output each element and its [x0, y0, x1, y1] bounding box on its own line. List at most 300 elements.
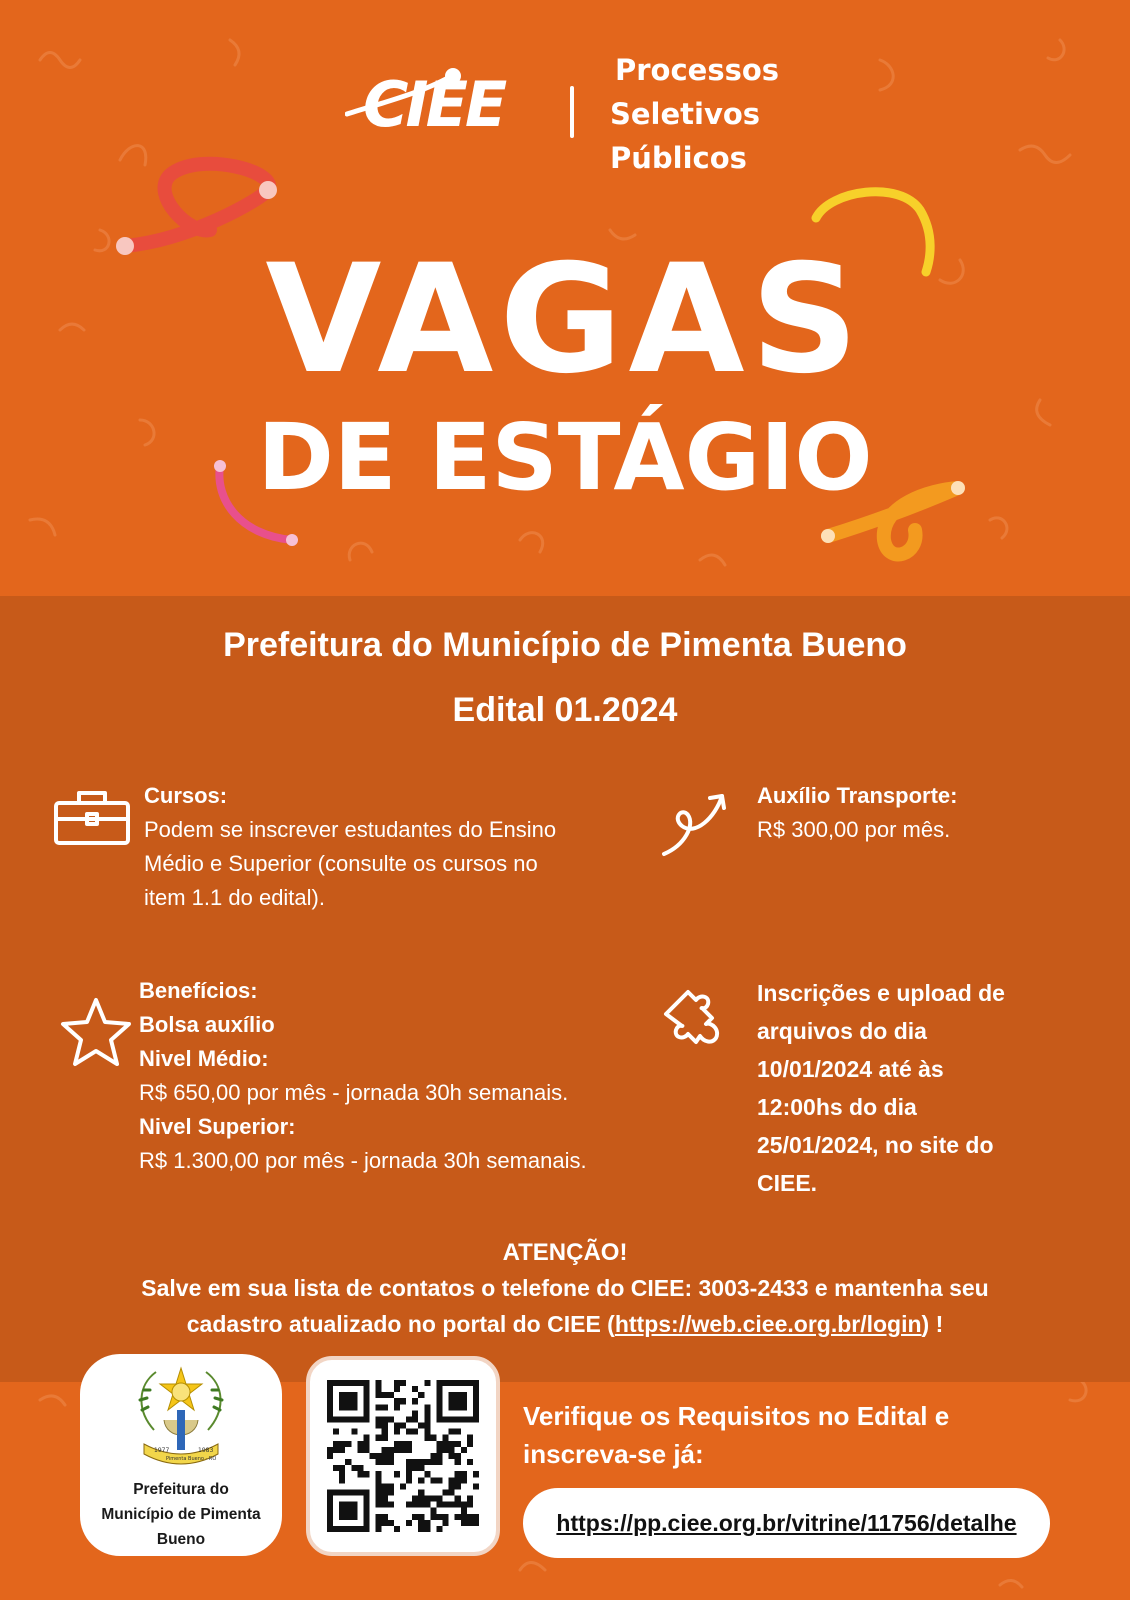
bolsa-label: Bolsa auxílio: [139, 1012, 275, 1037]
qr-module: [376, 1502, 382, 1508]
qr-module: [376, 1416, 382, 1422]
qr-module: [436, 1502, 442, 1508]
qr-module: [357, 1526, 363, 1532]
qr-module: [376, 1386, 382, 1392]
qr-module: [418, 1423, 424, 1429]
qr-module: [345, 1514, 351, 1520]
vitrine-url[interactable]: https://pp.ciee.org.br/vitrine/11756/detalhe: [556, 1510, 1017, 1536]
qr-module: [345, 1459, 351, 1465]
qr-module: [473, 1392, 479, 1398]
qr-module: [455, 1459, 461, 1465]
qr-module: [424, 1404, 430, 1410]
qr-module: [473, 1380, 479, 1386]
qr-module: [327, 1380, 333, 1386]
qr-module: [461, 1520, 467, 1526]
qr-module: [376, 1526, 382, 1532]
atencao-text: [90, 1270, 1040, 1342]
qr-module: [363, 1502, 369, 1508]
qr-module: [345, 1380, 351, 1386]
qr-module: [363, 1398, 369, 1404]
atencao-line-2: [90, 1306, 1040, 1342]
qr-module: [376, 1380, 382, 1386]
qr-module: [406, 1416, 412, 1422]
organization-name: Prefeitura do Município de Pimenta Bueno: [223, 626, 907, 664]
qr-module: [455, 1483, 461, 1489]
qr-module: [382, 1447, 388, 1453]
qr-module: [351, 1526, 357, 1532]
qr-module: [424, 1496, 430, 1502]
qr-module: [436, 1386, 442, 1392]
nivel-superior-label: Nivel Superior:: [139, 1114, 296, 1139]
beneficios-title: Benefícios:: [139, 978, 258, 1003]
seal-year-right: 1983: [198, 1447, 214, 1454]
qr-module: [382, 1502, 388, 1508]
qr-module: [382, 1453, 388, 1459]
qr-module: [430, 1459, 436, 1465]
qr-module: [418, 1514, 424, 1520]
qr-module: [467, 1514, 473, 1520]
qr-module: [363, 1447, 369, 1453]
qr-module: [339, 1502, 345, 1508]
qr-module: [376, 1496, 382, 1502]
cta-line: Verifique os Requisitos no Edital e: [523, 1401, 950, 1431]
qr-module: [327, 1410, 333, 1416]
transporte-value: R$ 300,00 por mês.: [757, 817, 951, 842]
qr-module: [406, 1502, 412, 1508]
inscricoes-line: 25/01/2024, no site do: [757, 1132, 994, 1158]
qr-module: [424, 1520, 430, 1526]
qr-module: [400, 1380, 406, 1386]
qr-module: [351, 1380, 357, 1386]
seal-year-left: 1977: [154, 1447, 170, 1454]
nivel-medio-value: R$ 650,00 por mês - jornada 30h semanais.: [139, 1080, 569, 1105]
inscricoes-line: arquivos do dia: [757, 1018, 927, 1044]
qr-module: [382, 1429, 388, 1435]
qr-module: [436, 1459, 442, 1465]
qr-module: [370, 1453, 376, 1459]
qr-module: [436, 1453, 442, 1459]
qr-module: [351, 1429, 357, 1435]
qr-module: [382, 1392, 388, 1398]
qr-module: [345, 1392, 351, 1398]
qr-module: [461, 1447, 467, 1453]
tagline-line: Seletivos: [610, 97, 761, 131]
qr-module: [449, 1453, 455, 1459]
qr-module: [449, 1489, 455, 1495]
qr-module: [345, 1502, 351, 1508]
qr-module: [418, 1502, 424, 1508]
qr-module: [376, 1514, 382, 1520]
qr-module: [467, 1416, 473, 1422]
qr-module: [443, 1416, 449, 1422]
qr-module: [455, 1429, 461, 1435]
qr-module: [473, 1410, 479, 1416]
qr-module: [345, 1489, 351, 1495]
qr-module: [436, 1447, 442, 1453]
qr-module: [394, 1471, 400, 1477]
qr-module: [363, 1526, 369, 1532]
qr-module: [388, 1416, 394, 1422]
qr-module: [412, 1410, 418, 1416]
qr-module: [449, 1502, 455, 1508]
qr-module: [394, 1429, 400, 1435]
qr-module: [339, 1526, 345, 1532]
qr-module: [357, 1441, 363, 1447]
qr-module: [406, 1429, 412, 1435]
inscricoes-line: 12:00hs do dia: [757, 1094, 917, 1120]
qr-module: [351, 1416, 357, 1422]
qr-module: [467, 1435, 473, 1441]
qr-module: [327, 1508, 333, 1514]
qr-module: [327, 1489, 333, 1495]
qr-module: [327, 1496, 333, 1502]
transporte-title: Auxílio Transporte:: [757, 783, 958, 808]
qr-module: [430, 1496, 436, 1502]
inscricoes-line: CIEE.: [757, 1170, 818, 1196]
qr-code-card[interactable]: [306, 1356, 500, 1556]
cursos-line: Médio e Superior (consulte os cursos no: [144, 851, 538, 876]
qr-module: [339, 1441, 345, 1447]
qr-module: [449, 1392, 455, 1398]
qr-module: [376, 1392, 382, 1398]
qr-module: [412, 1416, 418, 1422]
qr-module: [339, 1489, 345, 1495]
vitrine-link-button[interactable]: [523, 1488, 1050, 1558]
cta-line: inscreva-se já:: [523, 1439, 704, 1469]
qr-module: [412, 1502, 418, 1508]
cursos-block: [144, 779, 556, 915]
qr-module: [394, 1441, 400, 1447]
qr-module: [345, 1398, 351, 1404]
municipal-crest: [126, 1360, 236, 1480]
qr-module: [382, 1423, 388, 1429]
qr-module: [400, 1447, 406, 1453]
qr-module: [424, 1429, 430, 1435]
qr-module: [327, 1526, 333, 1532]
qr-module: [357, 1447, 363, 1453]
qr-module: [449, 1429, 455, 1435]
qr-module: [333, 1465, 339, 1471]
qr-module: [455, 1380, 461, 1386]
qr-module: [394, 1526, 400, 1532]
qr-module: [333, 1441, 339, 1447]
qr-module: [412, 1514, 418, 1520]
qr-module: [430, 1477, 436, 1483]
qr-module: [339, 1477, 345, 1483]
qr-module: [363, 1416, 369, 1422]
seal-motto: Pimenta Bueno - RO: [166, 1456, 217, 1462]
qr-module: [467, 1520, 473, 1526]
qr-module: [357, 1465, 363, 1471]
qr-module: [339, 1380, 345, 1386]
qr-module: [436, 1410, 442, 1416]
qr-module: [418, 1392, 424, 1398]
ciee-login-link[interactable]: https://web.ciee.org.br/login: [614, 1311, 922, 1337]
qr-module: [382, 1404, 388, 1410]
inscricoes-block: [757, 974, 1005, 1202]
qr-module: [327, 1453, 333, 1459]
qr-module: [327, 1502, 333, 1508]
qr-module: [333, 1429, 339, 1435]
qr-module: [455, 1502, 461, 1508]
qr-module: [376, 1459, 382, 1465]
qr-module: [430, 1514, 436, 1520]
qr-module: [449, 1483, 455, 1489]
qr-module: [333, 1416, 339, 1422]
qr-module: [400, 1398, 406, 1404]
qr-module: [424, 1526, 430, 1532]
logo-wordmark: CIEE: [363, 68, 505, 141]
logo-tagline: [610, 48, 779, 180]
qr-module: [382, 1520, 388, 1526]
prefeitura-caption: [80, 1477, 282, 1552]
edital-number: Edital 01.2024: [452, 691, 678, 729]
qr-module: [449, 1404, 455, 1410]
caption-line: Município de Pimenta: [101, 1506, 261, 1523]
qr-module: [467, 1496, 473, 1502]
qr-module: [406, 1471, 412, 1477]
atencao-line-post: ) !: [921, 1311, 944, 1337]
qr-module: [418, 1489, 424, 1495]
qr-module: [430, 1453, 436, 1459]
headline-de-estagio: DE ESTÁGIO: [257, 404, 873, 511]
qr-module: [467, 1502, 473, 1508]
qr-module: [430, 1435, 436, 1441]
cursos-line: Podem se inscrever estudantes do Ensino: [144, 817, 557, 842]
prefeitura-card: [80, 1354, 282, 1556]
qr-module: [363, 1514, 369, 1520]
qr-module: [351, 1502, 357, 1508]
qr-module: [351, 1489, 357, 1495]
cursos-line: item 1.1 do edital).: [144, 885, 325, 910]
qr-module: [406, 1441, 412, 1447]
qr-module: [418, 1465, 424, 1471]
qr-module: [473, 1398, 479, 1404]
qr-module: [363, 1410, 369, 1416]
qr-module: [461, 1471, 467, 1477]
qr-module: [394, 1447, 400, 1453]
qr-module: [388, 1483, 394, 1489]
qr-module: [351, 1398, 357, 1404]
qr-module: [357, 1416, 363, 1422]
qr-module: [461, 1514, 467, 1520]
qr-module: [455, 1416, 461, 1422]
qr-module: [345, 1441, 351, 1447]
qr-module: [461, 1477, 467, 1483]
qr-module: [473, 1514, 479, 1520]
tagline-line: Públicos: [610, 141, 747, 175]
qr-module: [467, 1441, 473, 1447]
qr-module: [436, 1416, 442, 1422]
qr-module: [345, 1508, 351, 1514]
qr-module: [327, 1404, 333, 1410]
inscricoes-line: 10/01/2024 até às: [757, 1056, 944, 1082]
qr-module: [436, 1477, 442, 1483]
qr-module: [449, 1477, 455, 1483]
qr-module: [333, 1489, 339, 1495]
qr-module: [424, 1380, 430, 1386]
qr-module: [455, 1477, 461, 1483]
qr-module: [339, 1392, 345, 1398]
qr-module: [461, 1392, 467, 1398]
qr-module: [339, 1471, 345, 1477]
qr-module: [443, 1502, 449, 1508]
qr-module: [363, 1404, 369, 1410]
beneficios-block: [139, 974, 587, 1178]
qr-module: [473, 1386, 479, 1392]
qr-module: [400, 1483, 406, 1489]
qr-module: [436, 1496, 442, 1502]
qr-module: [461, 1404, 467, 1410]
qr-module: [455, 1404, 461, 1410]
qr-module: [449, 1441, 455, 1447]
qr-module: [376, 1404, 382, 1410]
qr-module: [327, 1520, 333, 1526]
qr-module: [327, 1392, 333, 1398]
qr-module: [473, 1404, 479, 1410]
qr-module: [339, 1447, 345, 1453]
qr-module: [412, 1429, 418, 1435]
qr-module: [449, 1398, 455, 1404]
atencao-line: Salve em sua lista de contatos o telefone do CIEE: 3003-2433 e mantenha seu: [141, 1275, 989, 1301]
qr-module: [455, 1453, 461, 1459]
qr-module: [436, 1404, 442, 1410]
qr-module: [376, 1423, 382, 1429]
qr-module: [376, 1453, 382, 1459]
qr-module: [406, 1447, 412, 1453]
qr-module: [436, 1392, 442, 1398]
qr-module: [412, 1398, 418, 1404]
qr-module: [345, 1404, 351, 1410]
qr-module: [376, 1471, 382, 1477]
qr-module: [455, 1514, 461, 1520]
qr-module: [382, 1416, 388, 1422]
qr-code[interactable]: [327, 1380, 479, 1532]
qr-module: [449, 1447, 455, 1453]
qr-module: [473, 1416, 479, 1422]
qr-module: [363, 1441, 369, 1447]
inscricoes-line: Inscrições e upload de: [757, 980, 1005, 1006]
qr-module: [461, 1508, 467, 1514]
qr-module: [461, 1416, 467, 1422]
qr-module: [376, 1489, 382, 1495]
transporte-block: [757, 779, 957, 847]
atencao-line-pre: cadastro atualizado no portal do CIEE (: [186, 1311, 615, 1337]
qr-module: [345, 1526, 351, 1532]
qr-module: [406, 1477, 412, 1483]
qr-module: [473, 1520, 479, 1526]
cta-text: [523, 1397, 949, 1473]
qr-module: [357, 1471, 363, 1477]
qr-module: [443, 1520, 449, 1526]
qr-module: [443, 1380, 449, 1386]
qr-module: [424, 1502, 430, 1508]
qr-module: [363, 1520, 369, 1526]
qr-module: [363, 1508, 369, 1514]
qr-module: [473, 1471, 479, 1477]
qr-module: [363, 1471, 369, 1477]
qr-module: [333, 1526, 339, 1532]
qr-module: [467, 1459, 473, 1465]
qr-module: [455, 1392, 461, 1398]
qr-module: [436, 1441, 442, 1447]
qr-module: [406, 1459, 412, 1465]
qr-module: [363, 1435, 369, 1441]
qr-module: [345, 1416, 351, 1422]
qr-module: [436, 1380, 442, 1386]
qr-module: [351, 1514, 357, 1520]
qr-module: [382, 1496, 388, 1502]
qr-module: [461, 1502, 467, 1508]
cursos-title: Cursos:: [144, 783, 228, 808]
qr-module: [455, 1471, 461, 1477]
qr-module: [351, 1508, 357, 1514]
nivel-medio-label: Nivel Médio:: [139, 1046, 269, 1071]
qr-module: [376, 1477, 382, 1483]
qr-module: [394, 1423, 400, 1429]
curly-arrow-icon: [660, 790, 730, 860]
qr-module: [388, 1447, 394, 1453]
qr-module: [394, 1398, 400, 1404]
qr-module: [382, 1435, 388, 1441]
headline-vagas: VAGAS: [265, 233, 865, 407]
qr-module: [418, 1526, 424, 1532]
qr-module: [461, 1398, 467, 1404]
qr-module: [394, 1386, 400, 1392]
qr-module: [357, 1489, 363, 1495]
qr-module: [327, 1416, 333, 1422]
tagline-line: Processos: [615, 53, 780, 87]
qr-module: [339, 1465, 345, 1471]
qr-module: [443, 1441, 449, 1447]
qr-module: [376, 1435, 382, 1441]
qr-module: [394, 1404, 400, 1410]
qr-module: [333, 1380, 339, 1386]
qr-module: [388, 1392, 394, 1398]
qr-module: [412, 1465, 418, 1471]
caption-line: Bueno: [156, 1531, 206, 1548]
caption-line: Prefeitura do: [133, 1481, 229, 1498]
qr-module: [333, 1447, 339, 1453]
qr-module: [382, 1489, 388, 1495]
qr-module: [443, 1447, 449, 1453]
qr-module: [424, 1471, 430, 1477]
qr-module: [363, 1489, 369, 1495]
qr-module: [363, 1386, 369, 1392]
qr-module: [424, 1459, 430, 1465]
logo-divider: [570, 86, 574, 138]
qr-module: [418, 1520, 424, 1526]
qr-module: [449, 1416, 455, 1422]
qr-module: [339, 1508, 345, 1514]
qr-module: [436, 1526, 442, 1532]
star-icon: [60, 996, 132, 1068]
qr-module: [327, 1398, 333, 1404]
qr-module: [376, 1520, 382, 1526]
qr-module: [327, 1447, 333, 1453]
qr-module: [424, 1410, 430, 1416]
qr-module: [467, 1380, 473, 1386]
qr-module: [406, 1520, 412, 1526]
qr-module: [382, 1514, 388, 1520]
qr-module: [388, 1502, 394, 1508]
qr-module: [382, 1483, 388, 1489]
qr-module: [436, 1514, 442, 1520]
qr-module: [394, 1380, 400, 1386]
qr-module: [388, 1520, 394, 1526]
qr-module: [400, 1423, 406, 1429]
qr-module: [363, 1496, 369, 1502]
